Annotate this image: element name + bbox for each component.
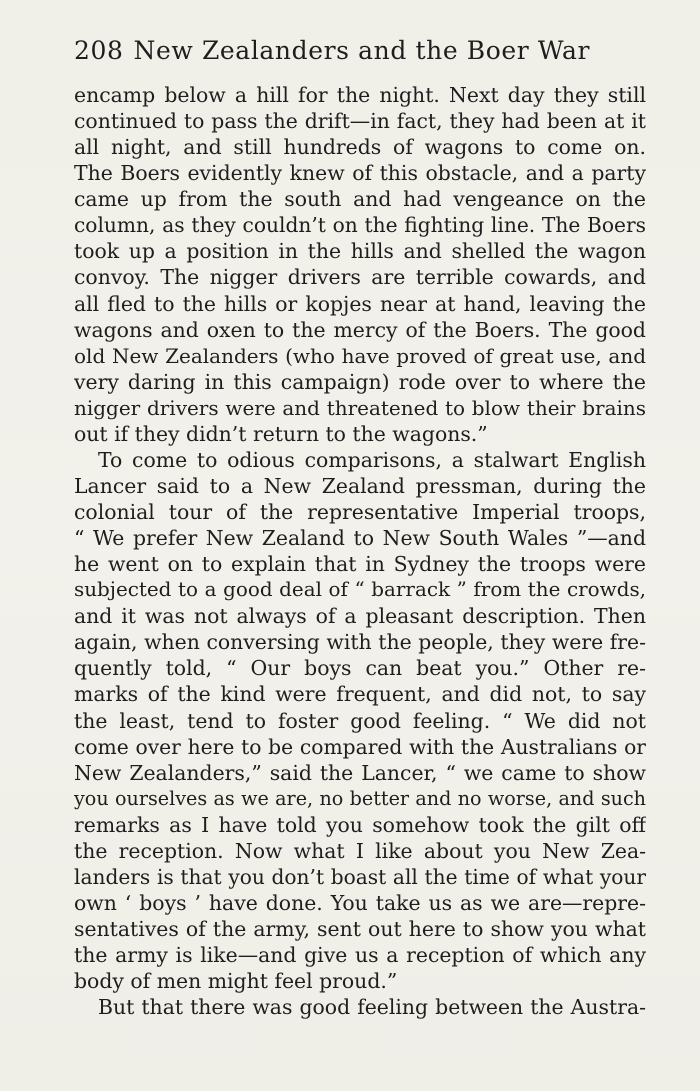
text-line: the least, tend to foster good feeling. “ We did not <box>74 708 646 733</box>
text-line: continued to pass the drift—in fact, they had been at it <box>74 109 646 134</box>
text-line: nigger drivers were and threatened to blow their brains <box>74 395 646 420</box>
text-line: came up from the south and had vengeance on the <box>74 187 646 212</box>
text-line: column, as they couldn’t on the fighting line. The Boers <box>74 213 646 238</box>
text-line: the reception. Now what I like about you New Zea- <box>74 838 646 863</box>
text-line: all fled to the hills or kopjes near at hand, leaving the <box>74 291 646 316</box>
text-line: old New Zealanders (who have proved of great use, and <box>74 343 646 368</box>
text-line: wagons and oxen to the mercy of the Boers. The good <box>74 317 646 342</box>
text-line: own ‘ boys ’ have done. You take us as we are—repre- <box>74 890 646 915</box>
text-line: colonial tour of the representative Imperial troops, <box>74 500 646 524</box>
text-line: took up a position in the hills and shelled the wagon <box>74 239 646 264</box>
running-title: New Zealanders and the Boer War <box>133 36 591 65</box>
text-line: remarks as I have told you somehow took the gilt off <box>74 812 646 837</box>
text-line: The Boers evidently knew of this obstacle, and a party <box>74 161 646 186</box>
text-line: quently told, “ Our boys can beat you.” Other re- <box>74 656 646 681</box>
text-line: very daring in this campaign) rode over to where the <box>74 369 646 394</box>
page-number: 208 <box>74 36 124 65</box>
text-line: marks of the kind were frequent, and did not, to say <box>74 682 646 707</box>
text-line: he went on to explain that in Sydney the troops were <box>74 552 646 577</box>
text-line: body of men might feel proud.” <box>74 969 398 994</box>
running-header <box>74 36 634 70</box>
text-line: But that there was good feeling between the Austra- <box>98 995 646 1020</box>
text-line: convoy. The nigger drivers are terrible cowards, and <box>74 265 646 290</box>
text-line: To come to odious comparisons, a stalwart English <box>98 447 646 472</box>
text-line: landers is that you don’t boast all the time of what your <box>74 864 646 889</box>
text-line: sentatives of the army, sent out here to show you what <box>74 917 646 941</box>
text-line: out if they didn’t return to the wagons.” <box>74 421 488 446</box>
text-line: again, when conversing with the people, they were fre- <box>74 630 646 655</box>
text-line: “ We prefer New Zealand to New South Wales ”—and <box>74 526 646 551</box>
text-line: come over here to be compared with the Australians or <box>74 734 646 759</box>
text-line: Lancer said to a New Zealand pressman, during the <box>74 473 646 498</box>
text-line: you ourselves as we are, no better and no worse, and such <box>74 786 646 810</box>
text-line: New Zealanders,” said the Lancer, “ we came to show <box>74 760 646 785</box>
text-line: subjected to a good deal of “ barrack ” from the crowds, <box>74 578 646 602</box>
text-line: all night, and still hundreds of wagons to come on. <box>74 135 646 160</box>
text-line: and it was not always of a pleasant description. Then <box>74 604 646 629</box>
text-line: encamp below a hill for the night. Next day they still <box>74 83 646 107</box>
text-line: the army is like—and give us a reception of which any <box>74 943 646 968</box>
body-text <box>74 82 646 1020</box>
